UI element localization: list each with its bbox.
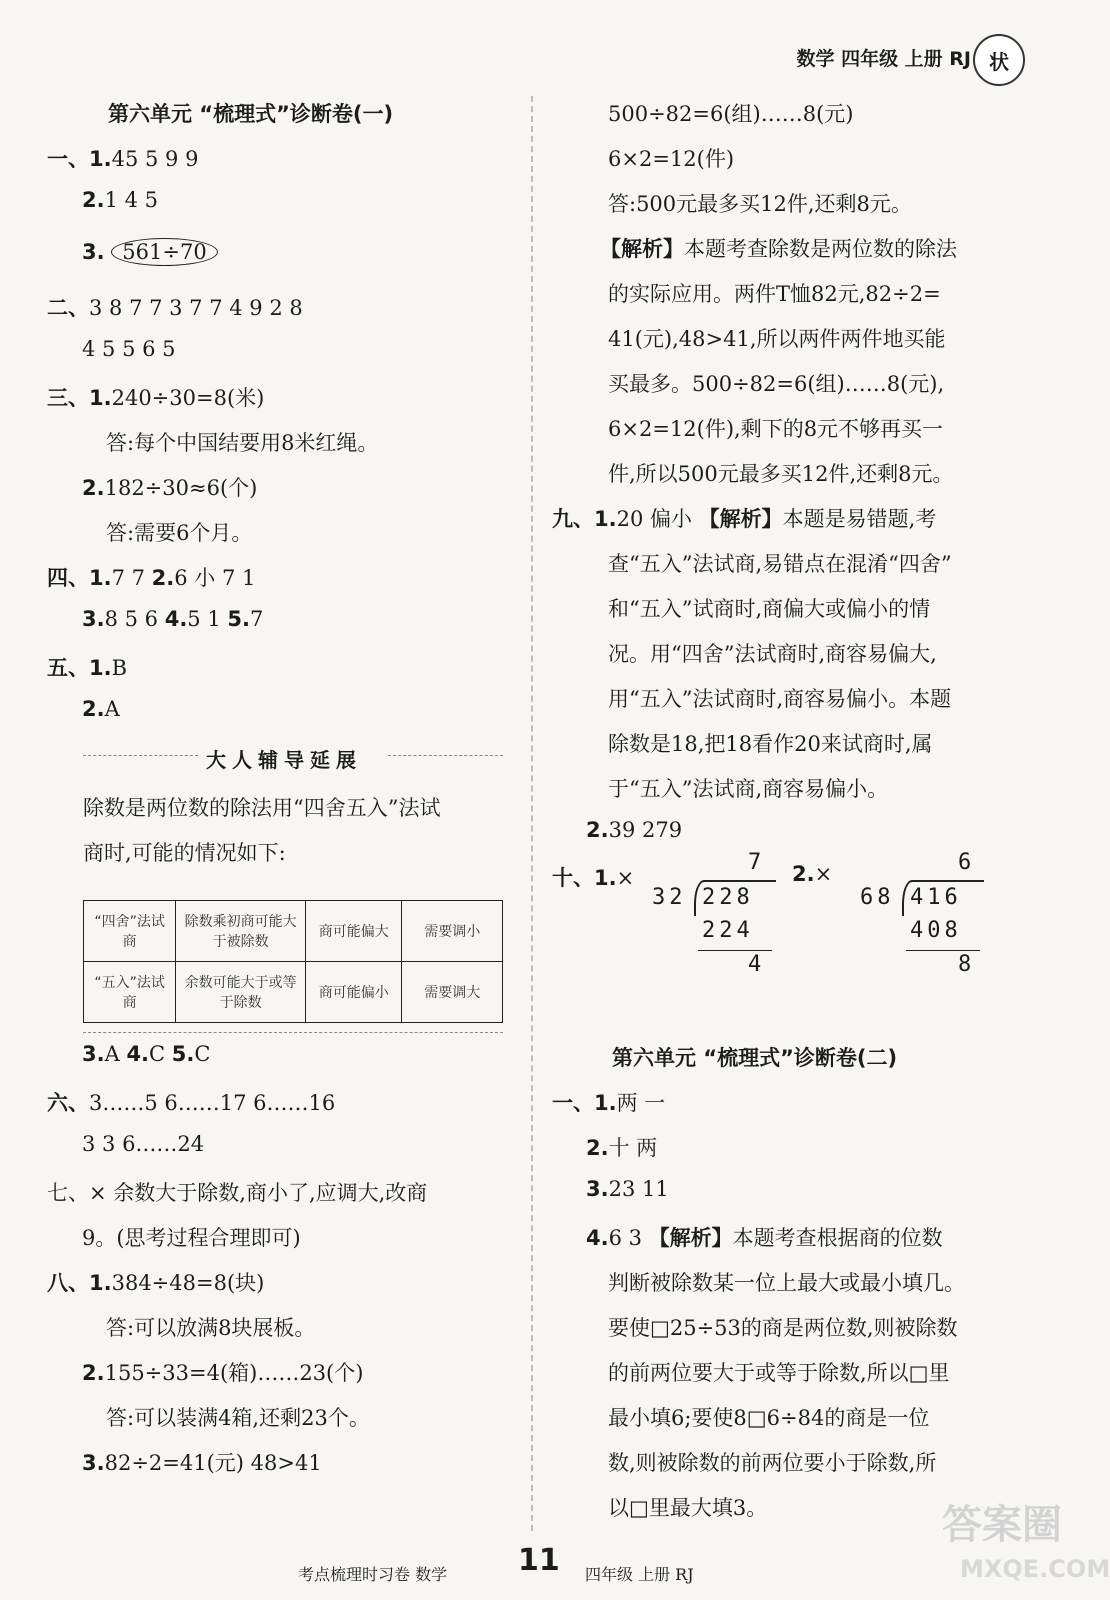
q-label: 2.	[82, 476, 105, 500]
answer-line	[47, 1267, 264, 1297]
answer: A	[104, 1042, 127, 1066]
answer: B	[111, 656, 128, 680]
watermark-url: MXQE.COM	[960, 1555, 1110, 1583]
analysis-line: 以□里最大填3。	[608, 1496, 768, 1520]
analysis-line: 的实际应用。两件T恤82元,82÷2=	[608, 282, 941, 306]
answer: 240÷30=8(米)	[111, 386, 265, 410]
analysis-line: 最小填6;要使8□6÷84的商是一位	[608, 1406, 930, 1430]
q-label: 2.	[151, 566, 175, 590]
answer-line: 6×2=12(件)	[608, 147, 735, 171]
answer-line	[82, 607, 263, 631]
answer-line	[47, 1087, 335, 1117]
analysis-line: 于“五入”法试商,商容易偏小。	[608, 777, 889, 801]
answer-line	[47, 382, 264, 412]
extension-text: 商时,可能的情况如下:	[83, 841, 286, 865]
publisher-logo-icon: 状	[973, 34, 1025, 86]
analysis-line: 和“五入”试商时,商偏大或偏小的情	[608, 597, 931, 621]
table-cell: 需要调大	[402, 962, 503, 1023]
answer: 7	[249, 607, 264, 631]
answer-line: 4 5 5 6 5	[82, 337, 176, 361]
answer: ×	[616, 866, 635, 890]
answer: 6 小 7 1	[174, 566, 256, 590]
table-cell: 除数乘初商可能大于被除数	[176, 901, 306, 962]
table-cell: 余数可能大于或等于除数	[176, 962, 306, 1023]
analysis-text: 本题是易错题,考	[782, 507, 937, 531]
answer-line: 答:可以放满8块展板。	[106, 1316, 316, 1340]
product: 224	[702, 918, 754, 943]
answer: 20 偏小	[616, 507, 699, 531]
answer-line: 500÷82=6(组)……8(元)	[608, 102, 854, 126]
answer-line	[47, 143, 198, 173]
page-number: 11	[518, 1543, 560, 1578]
answer: 十 两	[608, 1136, 658, 1160]
q-label: 一、1.	[47, 147, 112, 171]
answer-line: 答:每个中国结要用8米红绳。	[106, 431, 379, 455]
subtraction-line	[698, 950, 772, 951]
answer-line	[552, 1087, 665, 1117]
q-label: 3.	[82, 607, 105, 631]
analysis-text: 本题考查除数是两位数的除法	[684, 237, 957, 261]
extension-text: 除数是两位数的除法用“四舍五入”法试	[83, 796, 441, 820]
answer-line	[82, 1357, 363, 1387]
quotient: 6	[958, 850, 976, 875]
q-label: 六、	[47, 1091, 89, 1115]
product: 408	[910, 918, 962, 943]
answer: A	[104, 697, 120, 721]
q-label: 五、1.	[47, 656, 112, 680]
divisor: 68	[860, 885, 895, 910]
answer: 1 4 5	[104, 188, 159, 212]
answer: 45 5 9 9	[111, 147, 199, 171]
remainder: 4	[748, 952, 766, 977]
column-divider	[531, 96, 533, 1531]
table-cell: “四舍”法试商	[84, 901, 176, 962]
answer-line: 答:需要6个月。	[106, 521, 253, 545]
q-label: 八、1.	[47, 1271, 112, 1295]
answer: 3……5 6……17 6……16	[89, 1091, 336, 1115]
table-cell: 需要调小	[402, 901, 503, 962]
answer-line	[82, 1042, 210, 1066]
q-label: 4.	[164, 607, 188, 631]
answer-line	[47, 652, 127, 682]
answer: 5 1	[187, 607, 228, 631]
q-label: 2.	[82, 188, 105, 212]
answer-line: 七、× 余数大于除数,商小了,应调大,改商	[47, 1181, 428, 1205]
answer: 155÷33=4(箱)……23(个)	[104, 1361, 364, 1385]
footer-left: 考点梳理时习卷 数学	[298, 1565, 448, 1584]
extension-title: 大人辅导延展	[206, 748, 362, 772]
section-title-2: 第六单元 “梳理式”诊断卷(二)	[612, 1046, 898, 1070]
q-label: 2.	[586, 1136, 609, 1160]
subject-header: 数学 四年级 上册 RJ	[796, 48, 971, 70]
answer-line	[82, 472, 257, 502]
subtraction-line	[906, 950, 980, 951]
analysis-text: 本题考查根据商的位数	[732, 1226, 943, 1250]
q-label: 四、1.	[47, 566, 112, 590]
answer-line	[586, 1222, 943, 1252]
answer-line	[586, 1132, 657, 1162]
dividend: 228	[702, 885, 754, 910]
analysis-tag: 【解析】	[600, 237, 684, 261]
dividend: 416	[910, 885, 962, 910]
analysis-line: 6×2=12(件),剩下的8元不够再买一	[608, 417, 944, 441]
answer: 7 7	[111, 566, 152, 590]
quotient: 7	[748, 850, 766, 875]
answer: 182÷30≈6(个)	[104, 476, 258, 500]
answer: 两 一	[616, 1091, 666, 1115]
analysis-line: 除数是18,把18看作20来试商时,属	[608, 732, 933, 756]
divider	[83, 755, 198, 756]
answer: 39 279	[608, 818, 683, 842]
answer-line	[552, 862, 634, 892]
answer-line: 答:500元最多买12件,还剩8元。	[608, 192, 912, 216]
q-label: 4.	[586, 1226, 609, 1250]
answer: 3 8 7 7 3 7 7 4 9 2 8	[89, 296, 303, 320]
answer-line	[82, 697, 120, 721]
analysis-line: 判断被除数某一位上最大或最小填几。	[608, 1271, 965, 1295]
section-title-1: 第六单元 “梳理式”诊断卷(一)	[108, 102, 394, 126]
answer-line: 答:可以装满4箱,还剩23个。	[106, 1406, 370, 1430]
answer-line	[82, 240, 218, 264]
analysis-line: 况。用“四舍”法试商时,商容易偏大,	[608, 642, 937, 666]
table-row	[84, 962, 503, 1023]
q-label: 3.	[82, 1042, 105, 1066]
answer-line	[82, 1447, 322, 1477]
circled-answer: 561÷70	[111, 238, 217, 266]
q-label: 2.	[82, 697, 105, 721]
answer: ×	[814, 862, 833, 886]
answer-line	[792, 862, 832, 886]
answer-line	[586, 1177, 669, 1201]
analysis-line: 41(元),48>41,所以两件两件地买能	[608, 327, 946, 351]
q-label: 5.	[227, 607, 250, 631]
q-label: 三、1.	[47, 386, 112, 410]
q-label: 3.	[82, 240, 105, 264]
table-cell: 商可能偏大	[306, 901, 402, 962]
table-cell: 商可能偏小	[306, 962, 402, 1023]
q-label: 2.	[586, 818, 609, 842]
q-label: 一、1.	[552, 1091, 617, 1115]
q-label: 二、	[47, 296, 89, 320]
answer-line	[586, 818, 682, 842]
analysis-line	[600, 233, 957, 263]
analysis-line: 的前两位要大于或等于除数,所以□里	[608, 1361, 950, 1385]
divider	[388, 755, 503, 756]
q-label: 2.	[82, 1361, 105, 1385]
answer-line: 3 3 6……24	[82, 1132, 205, 1156]
q-label: 九、1.	[552, 507, 617, 531]
answer: C	[149, 1042, 172, 1066]
analysis-tag: 【解析】	[648, 1226, 733, 1250]
table-row	[84, 901, 503, 962]
analysis-tag: 【解析】	[698, 507, 783, 531]
q-label: 十、1.	[552, 866, 617, 890]
q-label: 4.	[126, 1042, 150, 1066]
analysis-line: 件,所以500元最多买12件,还剩8元。	[608, 462, 954, 486]
footer-right: 四年级 上册 RJ	[585, 1565, 694, 1584]
table-cell: “五入”法试商	[84, 962, 176, 1023]
analysis-line: 买最多。500÷82=6(组)……8(元),	[608, 372, 945, 396]
divisor: 32	[652, 885, 687, 910]
answer-line	[47, 292, 303, 322]
analysis-line: 要使□25÷53的商是两位数,则被除数	[608, 1316, 958, 1340]
analysis-line: 用“五入”法试商时,商容易偏小。本题	[608, 687, 952, 711]
answer: 384÷48=8(块)	[111, 1271, 265, 1295]
remainder: 8	[958, 952, 976, 977]
divider	[83, 1032, 503, 1033]
trial-quotient-table	[83, 900, 503, 1023]
answer-line: 9。(思考过程合理即可)	[82, 1226, 301, 1250]
analysis-line: 查“五入”法试商,易错点在混淆“四舍”	[608, 552, 952, 576]
answer: 82÷2=41(元) 48>41	[104, 1451, 322, 1475]
answer: C	[194, 1042, 211, 1066]
watermark: 答案圈	[942, 1502, 1062, 1548]
answer: 23 11	[608, 1177, 669, 1201]
answer: 8 5 6	[104, 607, 165, 631]
q-label: 3.	[586, 1177, 609, 1201]
answer-line	[47, 562, 255, 592]
q-label: 5.	[171, 1042, 195, 1066]
answer-line	[82, 188, 158, 212]
answer-line	[552, 503, 936, 533]
q-label: 2.	[792, 862, 815, 886]
answer: 6 3	[608, 1226, 649, 1250]
q-label: 3.	[82, 1451, 105, 1475]
analysis-line: 数,则被除数的前两位要小于除数,所	[608, 1451, 937, 1475]
